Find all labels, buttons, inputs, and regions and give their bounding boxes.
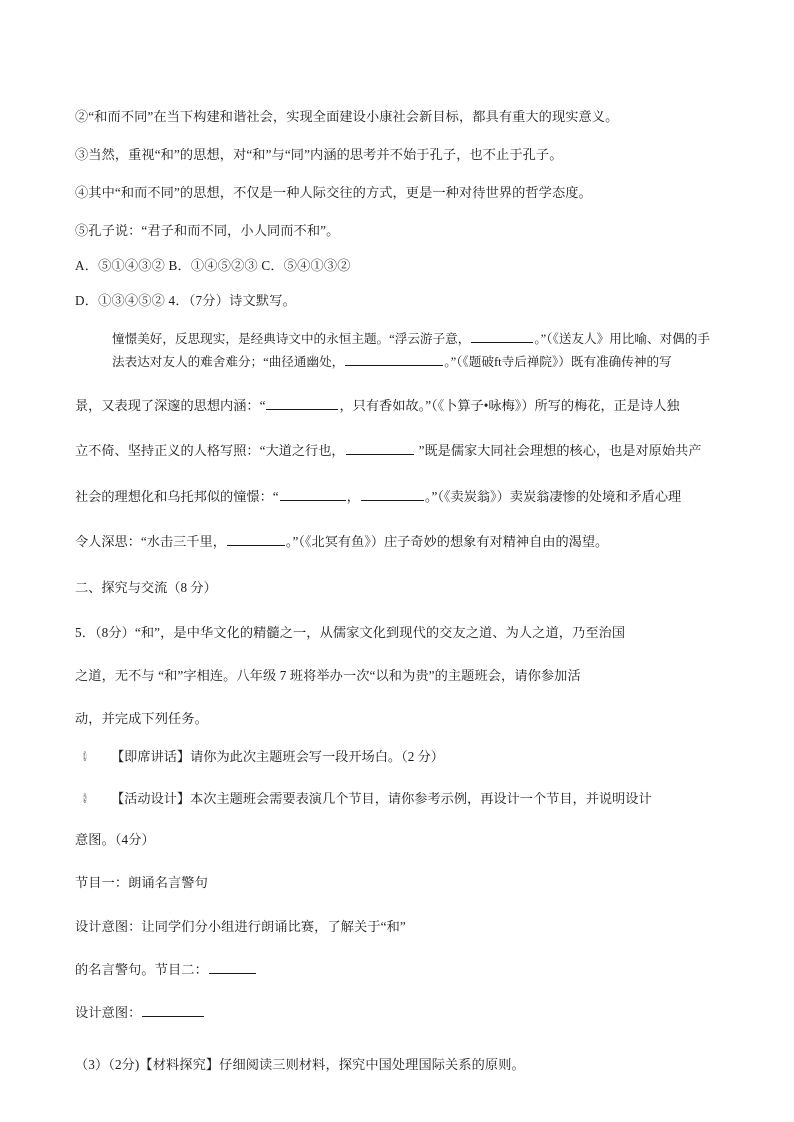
program-one-label: 节目一：朗诵名言警句 xyxy=(75,875,208,891)
design-intent-1-line-1: 设计意图：让同学们分小组进行朗诵比赛，了解关于“和” xyxy=(75,918,406,934)
beiming-segment-1: 令人深思：“水击三千里， xyxy=(75,534,226,550)
design-intent-1-line-2 xyxy=(75,959,720,980)
dadao-blank[interactable] xyxy=(346,442,414,456)
dadao-segment-2: ”既是儒家大同社会理想的核心，也是对原始共产 xyxy=(418,443,702,459)
poem-segment-2: 。”（《送友人》用比喻、对偶的手法表达对友人的难舍难分；“曲径通幽处， xyxy=(112,332,710,369)
paragraph-maitanweng xyxy=(75,486,720,507)
poem-segment-1: 憧憬美好，反思现实，是经典诗文中的永恒主题。“浮云游子意， xyxy=(112,332,471,347)
dadao-segment-1: 立不倚、坚持正义的人格写照：“大道之行也， xyxy=(75,443,345,459)
task-2-marker: ② xyxy=(83,790,87,806)
choice-line-abc: A．⑤①④③② B．①④⑤②③ C．⑤④①③② xyxy=(75,258,351,273)
passage-item-5: ⑤孔子说：“君子和而不同，小人同而不和”。 xyxy=(75,222,340,238)
beiming-segment-2: 。”（《北冥有鱼》）庄子奇妙的想象有对精神自由的渴望。 xyxy=(285,534,609,550)
document-body xyxy=(75,106,720,1092)
passage-item-4: ④其中“和而不同”的思想，不仅是一种人际交往的方式，更是一种对待世界的哲学态度。 xyxy=(75,184,592,200)
paragraph-beiming xyxy=(75,531,720,552)
task-item-2 xyxy=(75,788,720,809)
poem-fill-in-block xyxy=(75,328,720,373)
choice-line-d: D．①③④⑤② 4．（7分）诗文默写。 xyxy=(75,293,297,309)
task-2-continuation: 意图。（4分） xyxy=(75,831,155,847)
meihua-segment-1: 景，又表现了深邃的思想内涵：“ xyxy=(75,398,266,414)
passage-item-3: ③当然，重视“和”的思想，对“和”与“同”内涵的思考并不始于孔子，也不止于孔子。 xyxy=(75,146,563,162)
paragraph-dadao xyxy=(75,440,720,461)
question-5-line-2: 之道，无不与 “和”字相连。八年级 7 班将举办一次“以和为贵”的主题班会，请你参加活 xyxy=(75,667,581,683)
maitanweng-blank-2[interactable] xyxy=(361,487,424,501)
design-intent-2-blank[interactable] xyxy=(142,1004,204,1018)
poem-blank-2[interactable] xyxy=(345,353,443,366)
maitanweng-segment-3: 。”（《卖炭翁》）卖炭翁凄惨的处境和矛盾心理 xyxy=(424,488,682,504)
program-two-blank[interactable] xyxy=(209,961,256,975)
question-3-material-study: （3）（2分)【材料探究】仔细阅读三则材料，探究中国处理国际关系的原则。 xyxy=(75,1056,525,1072)
maitanweng-blank-1[interactable] xyxy=(280,487,346,501)
paragraph-meihua xyxy=(75,395,720,416)
question-5-line-3: 动，并完成下列任务。 xyxy=(75,711,208,727)
meihua-blank[interactable] xyxy=(266,397,338,411)
maitanweng-segment-2: ， xyxy=(346,488,360,504)
question-5-line-1: 5．（8分）“和”，是中华文化的精髓之一，从儒家文化到现代的交友之道、为人之道，乃至治国 xyxy=(75,624,626,640)
task-2-text: 【活动设计】本次主题班会需要表演几个节目，请你参考示例，再设计一个节目，并说明设计 xyxy=(111,790,652,806)
poem-blank-1[interactable] xyxy=(471,330,533,343)
maitanweng-segment-1: 社会的理想化和乌托邦似的憧憬：“ xyxy=(75,488,279,504)
meihua-segment-2: ，只有香如故。”（《卜算子•咏梅》）所写的梅花，正是诗人独 xyxy=(339,398,680,414)
section-two-heading: 二、探究与交流（8 分） xyxy=(75,579,217,595)
task-1-text: 【即席讲话】请你为此次主题班会写一段开场白。（2 分） xyxy=(111,749,444,765)
program-two-label: 的名言警句。节目二： xyxy=(75,962,208,978)
passage-item-2: ②“和而不同”在当下构建和谐社会，实现全面建设小康社会新目标，都具有重大的现实意义。 xyxy=(75,109,619,124)
task-1-marker: ① xyxy=(83,749,87,765)
design-intent-2-label: 设计意图： xyxy=(75,1005,142,1021)
task-item-1 xyxy=(75,746,720,767)
design-intent-2-row xyxy=(75,1002,720,1023)
beiming-blank[interactable] xyxy=(227,533,285,547)
poem-segment-3: 。”（《题破ft寺后禅院》）既有准确传神的写 xyxy=(444,354,672,369)
